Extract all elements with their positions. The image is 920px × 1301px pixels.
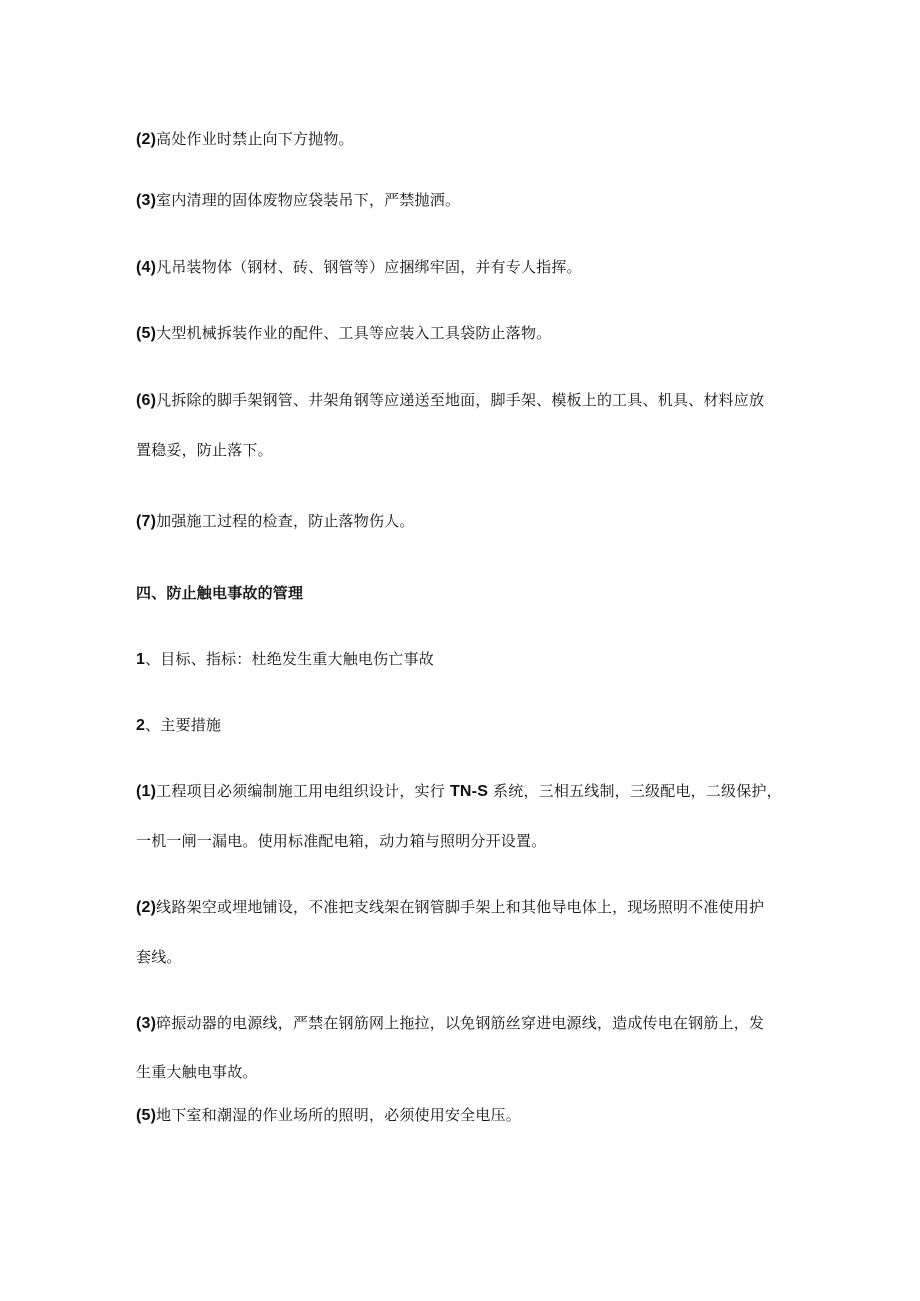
item-5 bbox=[136, 322, 786, 345]
item-2 bbox=[136, 128, 786, 151]
item-number: (2) bbox=[136, 899, 157, 916]
item-number: (5) bbox=[136, 325, 157, 342]
item-number: (2) bbox=[136, 131, 157, 148]
measure-item-2-continuation: 套线。 bbox=[136, 948, 182, 966]
item-text: 工程项目必须编制施工用电组织设计，实行 bbox=[156, 782, 450, 800]
measure-item-3-continuation: 生重大触电事故。 bbox=[136, 1063, 258, 1081]
item-number: (6) bbox=[136, 392, 157, 409]
item-6-continuation: 置稳妥，防止落下。 bbox=[136, 441, 273, 459]
target-line bbox=[136, 648, 786, 671]
item-text: 加强施工过程的检查，防止落物伤人。 bbox=[156, 512, 415, 530]
measure-item-5 bbox=[136, 1104, 786, 1127]
item-text: 系统，三相五线制，三级配电，二级保护， bbox=[488, 782, 782, 800]
system-name: TN-S bbox=[449, 783, 489, 800]
measure-item-1 bbox=[136, 780, 786, 803]
item-text: 高处作业时禁止向下方抛物。 bbox=[156, 130, 354, 148]
item-number: (7) bbox=[136, 513, 157, 530]
item-text: 室内清理的固体废物应袋装吊下，严禁抛洒。 bbox=[156, 191, 461, 209]
item-text: 凡拆除的脚手架钢管、井架角钢等应递送至地面，脚手架、模板上的工具、机具、材料应放 bbox=[156, 391, 765, 409]
measures-text: 、主要措施 bbox=[145, 716, 222, 734]
item-7 bbox=[136, 510, 786, 533]
target-number: 1 bbox=[136, 651, 146, 668]
item-number: (3) bbox=[136, 192, 157, 209]
measures-number: 2 bbox=[136, 717, 146, 734]
item-3 bbox=[136, 189, 786, 212]
item-number: (1) bbox=[136, 783, 157, 800]
measure-item-3 bbox=[136, 1012, 786, 1035]
item-text: 地下室和潮湿的作业场所的照明，必须使用安全电压。 bbox=[156, 1106, 521, 1124]
measures-line bbox=[136, 714, 786, 737]
item-text: 大型机械拆装作业的配件、工具等应装入工具袋防止落物。 bbox=[156, 324, 552, 342]
item-number: (4) bbox=[136, 259, 157, 276]
section-heading: 四、防止触电事故的管理 bbox=[136, 584, 304, 602]
measure-item-1-continuation: 一机一闸一漏电。使用标准配电箱，动力箱与照明分开设置。 bbox=[136, 832, 547, 850]
target-text: 、目标、指标：杜绝发生重大触电伤亡事故 bbox=[145, 650, 434, 668]
item-text: 碎振动器的电源线，严禁在钢筋网上拖拉，以免钢筋丝穿进电源线，造成传电在钢筋上，发 bbox=[156, 1014, 765, 1032]
item-number: (3) bbox=[136, 1015, 157, 1032]
item-6 bbox=[136, 389, 786, 412]
item-text: 凡吊装物体（钢材、砖、钢管等）应捆绑牢固，并有专人指挥。 bbox=[156, 258, 582, 276]
item-number: (5) bbox=[136, 1107, 157, 1124]
item-4 bbox=[136, 256, 786, 279]
measure-item-2 bbox=[136, 896, 786, 919]
item-text: 线路架空或埋地铺设，不准把支线架在钢管脚手架上和其他导电体上，现场照明不准使用护 bbox=[156, 898, 765, 916]
